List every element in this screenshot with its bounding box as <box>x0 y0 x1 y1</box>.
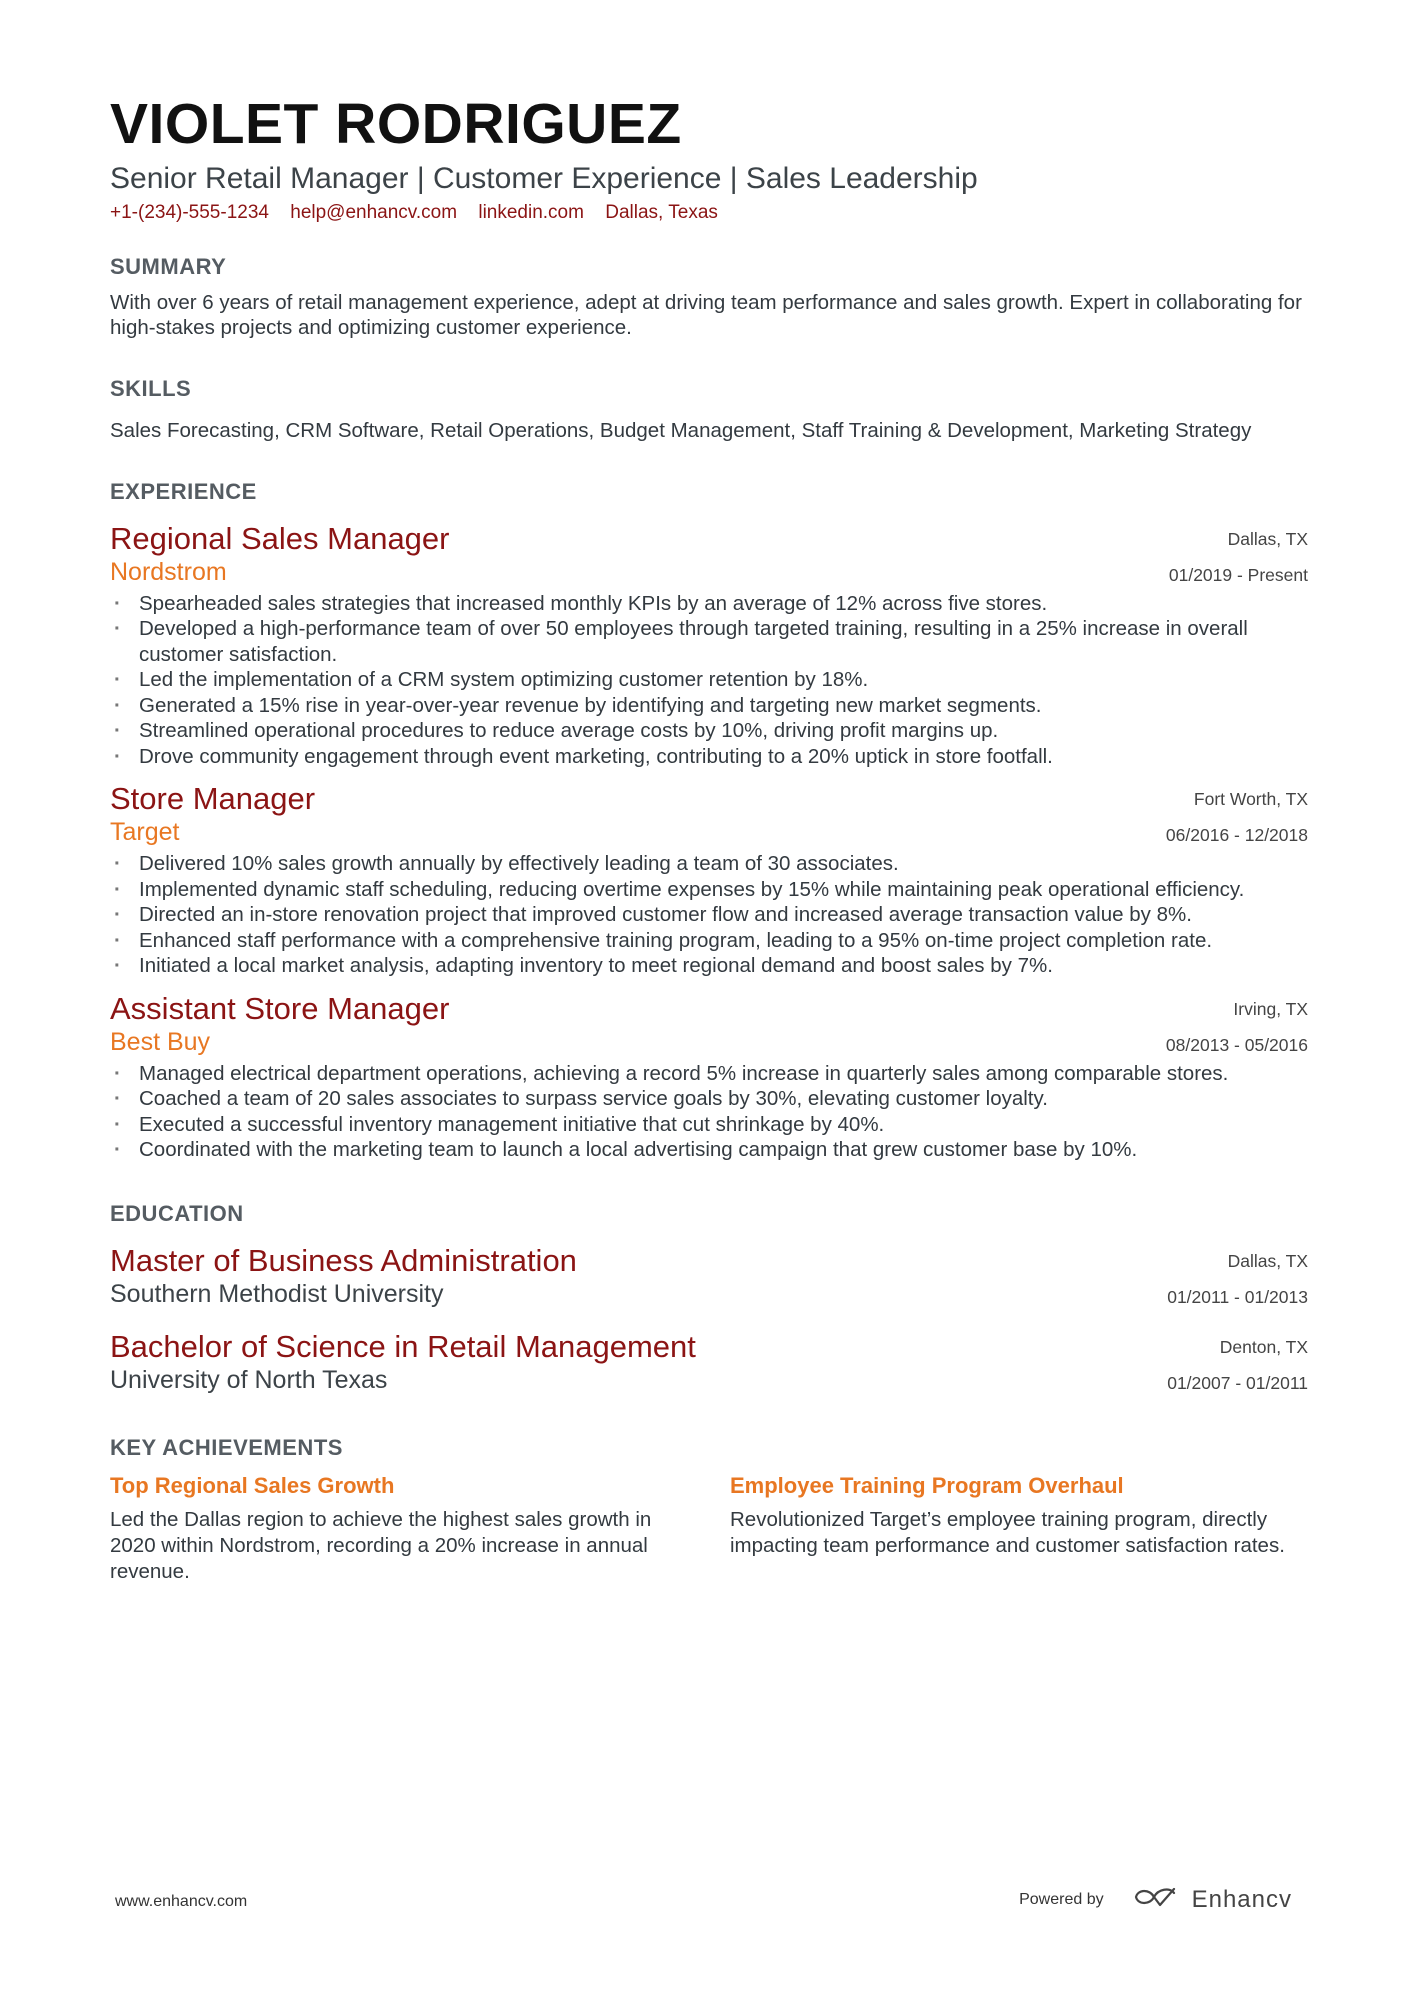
company-name: Target <box>110 818 180 847</box>
job-location: Dallas, TX <box>1227 528 1308 549</box>
job-bullets <box>110 851 1308 979</box>
achievement-description: Revolutionized Target’s employee training program, directly impacting team performance and customer satisfaction rates. <box>730 1507 1285 1557</box>
job-meta <box>1166 781 1308 853</box>
job-meta <box>1169 521 1308 593</box>
powered-by-label: Powered by <box>1019 1890 1104 1908</box>
footer-website[interactable]: www.enhancv.com <box>115 1893 248 1910</box>
contact-line <box>110 202 1308 224</box>
school-name: Southern Methodist University <box>110 1279 444 1308</box>
education-entry <box>110 1329 1308 1395</box>
job-dates: 08/2013 - 05/2016 <box>1165 1034 1308 1055</box>
education-list <box>110 1243 1308 1395</box>
education-heading: EDUCATION <box>110 1200 244 1226</box>
headline: Senior Retail Manager | Customer Experience | Sales Leadership <box>110 161 978 195</box>
education-meta <box>1167 1243 1308 1315</box>
bullet-item: · Coached a team of 20 sales associates to surpass service goals by 30%, elevating customer loyalty. <box>110 1086 1308 1112</box>
education-meta <box>1167 1329 1308 1401</box>
location: Dallas, Texas <box>605 201 718 223</box>
bullet-item: · Generated a 15% rise in year-over-year revenue by identifying and targeting new market segments. <box>110 693 1308 719</box>
phone-link[interactable]: +1-(234)-555-1234 <box>110 201 269 223</box>
education-location: Dallas, TX <box>1227 1250 1308 1271</box>
company-name: Nordstrom <box>110 557 227 586</box>
email-link[interactable]: help@enhancv.com <box>290 201 458 223</box>
education-dates: 01/2007 - 01/2011 <box>1167 1372 1308 1393</box>
candidate-name: VIOLET RODRIGUEZ <box>110 92 682 156</box>
job-dates: 01/2019 - Present <box>1168 564 1308 585</box>
job-title: Assistant Store Manager <box>110 990 450 1026</box>
job-dates: 06/2016 - 12/2018 <box>1165 825 1308 846</box>
bullet-item: · Executed a successful inventory management initiative that cut shrinkage by 40%. <box>110 1112 1308 1138</box>
experience-list <box>110 521 1308 1163</box>
degree: Bachelor of Science in Retail Management <box>110 1328 696 1364</box>
job-title: Store Manager <box>110 781 316 817</box>
bullet-item: · Drove community engagement through event marketing, contributing to a 20% uptick in store footfall. <box>110 744 1308 770</box>
resume <box>110 92 1308 1585</box>
enhancv-logo-icon <box>1132 1884 1178 1915</box>
footer-branding <box>1019 1884 1292 1915</box>
job-title: Regional Sales Manager <box>110 520 450 556</box>
education-location: Denton, TX <box>1219 1336 1308 1357</box>
job-location: Fort Worth, TX <box>1193 789 1308 810</box>
school-name: University of North Texas <box>110 1365 388 1394</box>
summary-text: With over 6 years of retail management experience, adept at driving team performance and sales growth. Expert in collaborating for high-stakes projects and optimizing customer experience. <box>110 290 1302 339</box>
achievements-heading: KEY ACHIEVEMENTS <box>110 1434 343 1460</box>
skills-text: Sales Forecasting, CRM Software, Retail Operations, Budget Management, Staff Training & Development, Marketing Strategy <box>110 418 1252 442</box>
summary-heading: SUMMARY <box>110 253 227 279</box>
bullet-item: · Delivered 10% sales growth annually by effectively leading a team of 30 associates. <box>110 851 1308 877</box>
job-bullets <box>110 1061 1308 1163</box>
brand-name: Enhancv <box>1191 1885 1292 1913</box>
bullet-item: · Initiated a local market analysis, adapting inventory to meet regional demand and boost sales by 7%. <box>110 953 1308 979</box>
achievement-item <box>730 1471 1306 1585</box>
achievement-item <box>110 1471 686 1585</box>
job-meta <box>1166 991 1308 1063</box>
skills-heading: SKILLS <box>110 375 192 401</box>
achievement-title: Employee Training Program Overhaul <box>730 1472 1124 1498</box>
education-entry <box>110 1243 1308 1309</box>
bullet-item: · Developed a high-performance team of over 50 employees through targeted training, resulting in a 25% increase in overall customer satisfaction. <box>110 616 1308 667</box>
experience-entry <box>110 521 1308 770</box>
bullet-item: · Directed an in-store renovation project that improved customer flow and increased average transaction value by 8%. <box>110 902 1308 928</box>
bullet-item: · Managed electrical department operations, achieving a record 5% increase in quarterly sales among comparable stores. <box>110 1061 1308 1087</box>
linkedin-link[interactable]: linkedin.com <box>478 201 584 223</box>
experience-heading: EXPERIENCE <box>110 478 257 504</box>
bullet-item: · Enhanced staff performance with a comprehensive training program, leading to a 95% on-time project completion rate. <box>110 928 1308 954</box>
company-name: Best Buy <box>110 1027 211 1056</box>
degree: Master of Business Administration <box>110 1242 577 1278</box>
experience-entry <box>110 781 1308 979</box>
job-bullets <box>110 591 1308 770</box>
education-dates: 01/2011 - 01/2013 <box>1167 1286 1308 1307</box>
job-location: Irving, TX <box>1233 998 1308 1019</box>
achievements-grid <box>110 1471 1308 1585</box>
bullet-item: · Implemented dynamic staff scheduling, reducing overtime expenses by 15% while maintaining peak operational efficiency. <box>110 877 1308 903</box>
experience-entry <box>110 991 1308 1163</box>
achievement-description: Led the Dallas region to achieve the highest sales growth in 2020 within Nordstrom, recording a 20% increase in annual revenue. <box>110 1507 652 1583</box>
bullet-item: · Streamlined operational procedures to reduce average costs by 10%, driving profit margins up. <box>110 718 1308 744</box>
bullet-item: · Spearheaded sales strategies that increased monthly KPIs by an average of 12% across five stores. <box>110 591 1308 617</box>
achievement-title: Top Regional Sales Growth <box>110 1472 395 1498</box>
bullet-item: · Coordinated with the marketing team to launch a local advertising campaign that grew customer base by 10%. <box>110 1137 1308 1163</box>
bullet-item: · Led the implementation of a CRM system optimizing customer retention by 18%. <box>110 667 1308 693</box>
